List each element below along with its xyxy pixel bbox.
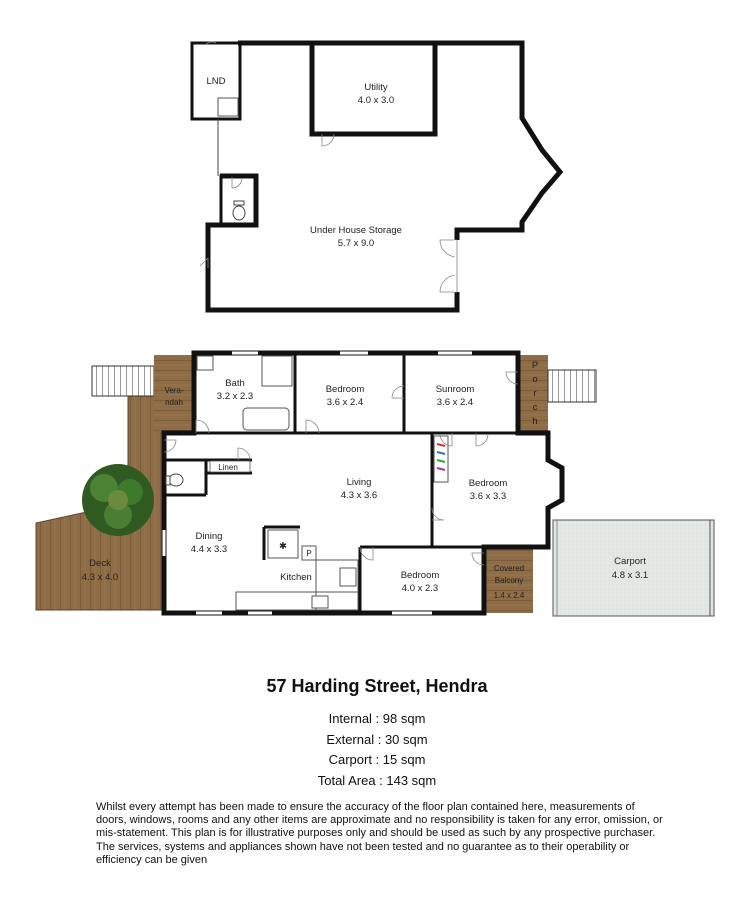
- living-label: Living: [346, 477, 372, 488]
- disclaimer-text: Whilst every attempt has been made to ensure the accuracy of the floor plan contained here, measurements of doors, windows, rooms and any other items are approximate and no responsibility is taken for any error, omission, or mis-statement. This plan is for illustrative purposes only and should be used as such by any prospective purchaser. The services, systems and appliances shown have not been tested and no guarantee as to their operability or efficiency can be given: [96, 801, 663, 866]
- dining-label: Dining: [195, 531, 223, 542]
- toilet-icon: [233, 206, 245, 220]
- utility-label: Utility: [364, 82, 388, 93]
- linen-label: Linen: [218, 463, 238, 472]
- bedroom2-label: Bedroom: [468, 478, 508, 489]
- left-stairs: [92, 366, 154, 396]
- right-stairs: [548, 370, 596, 402]
- verandah-label-2: ndah: [165, 398, 183, 407]
- utility-dims: 4.0 x 3.0: [357, 95, 395, 106]
- property-title: 57 Harding Street, Hendra: [266, 676, 488, 696]
- external-area: External : 30 sqm: [326, 731, 428, 747]
- bedroom2-dims: 3.6 x 3.3: [469, 491, 507, 502]
- deck-dims: 4.3 x 4.0: [81, 572, 119, 583]
- total-area: Total Area : 143 sqm: [317, 772, 437, 788]
- bedroom1-label: Bedroom: [325, 384, 365, 395]
- dining-dims: 4.4 x 3.3: [190, 544, 228, 555]
- porch-letter-c: c: [532, 402, 538, 413]
- main-level: [36, 353, 714, 616]
- sunroom-dims: 3.6 x 2.4: [436, 397, 474, 408]
- storage-label: Under House Storage: [310, 225, 402, 236]
- verandah-label-1: Vera-: [164, 386, 184, 395]
- bedroom3-dims: 4.0 x 2.3: [401, 583, 439, 594]
- porch-letter-h: h: [532, 416, 538, 427]
- porch-letter-p: P: [531, 360, 539, 371]
- shower-icon: [262, 356, 292, 386]
- under-house-level: [192, 42, 560, 310]
- bench-lower: [236, 592, 358, 610]
- bedroom3-label: Bedroom: [400, 570, 440, 581]
- tree-icon: [82, 464, 154, 536]
- basin-icon: [197, 356, 213, 370]
- porch-letter-r: r: [533, 388, 537, 399]
- living-dims: 4.3 x 3.6: [340, 490, 378, 501]
- bath-label: Bath: [225, 378, 245, 389]
- porch-letter-o: o: [532, 374, 538, 385]
- balcony-label-1: Covered: [493, 564, 525, 573]
- carport-label: Carport: [614, 556, 646, 567]
- bedroom1-dims: 3.6 x 2.4: [326, 397, 364, 408]
- toilet-icon-main: [169, 474, 183, 486]
- balcony-dims: 1.4 x 2.4: [493, 591, 525, 600]
- carport-area: Carport : 15 sqm: [328, 752, 426, 767]
- carport-dims: 4.8 x 3.1: [611, 570, 649, 581]
- balcony-label-2: Balcony: [494, 576, 524, 585]
- bath-dims: 3.2 x 2.3: [216, 391, 254, 402]
- sunroom-label: Sunroom: [435, 384, 475, 395]
- stove-icon: [340, 568, 356, 586]
- carport: [553, 520, 714, 616]
- sink-icon: [312, 596, 328, 608]
- laundry-tub-icon: [218, 98, 238, 116]
- bathtub-icon: [243, 408, 289, 430]
- storage-dims: 5.7 x 9.0: [337, 238, 375, 249]
- deck-label: Deck: [89, 558, 111, 569]
- internal-area: Internal : 98 sqm: [328, 711, 426, 726]
- kitchen-label: Kitchen: [280, 572, 312, 583]
- fan-icon: ✱: [279, 541, 287, 552]
- lnd-label: LND: [206, 76, 226, 87]
- caption-block: [0, 676, 754, 791]
- wardrobe-icon: [434, 436, 448, 482]
- pantry-label: P: [306, 549, 312, 558]
